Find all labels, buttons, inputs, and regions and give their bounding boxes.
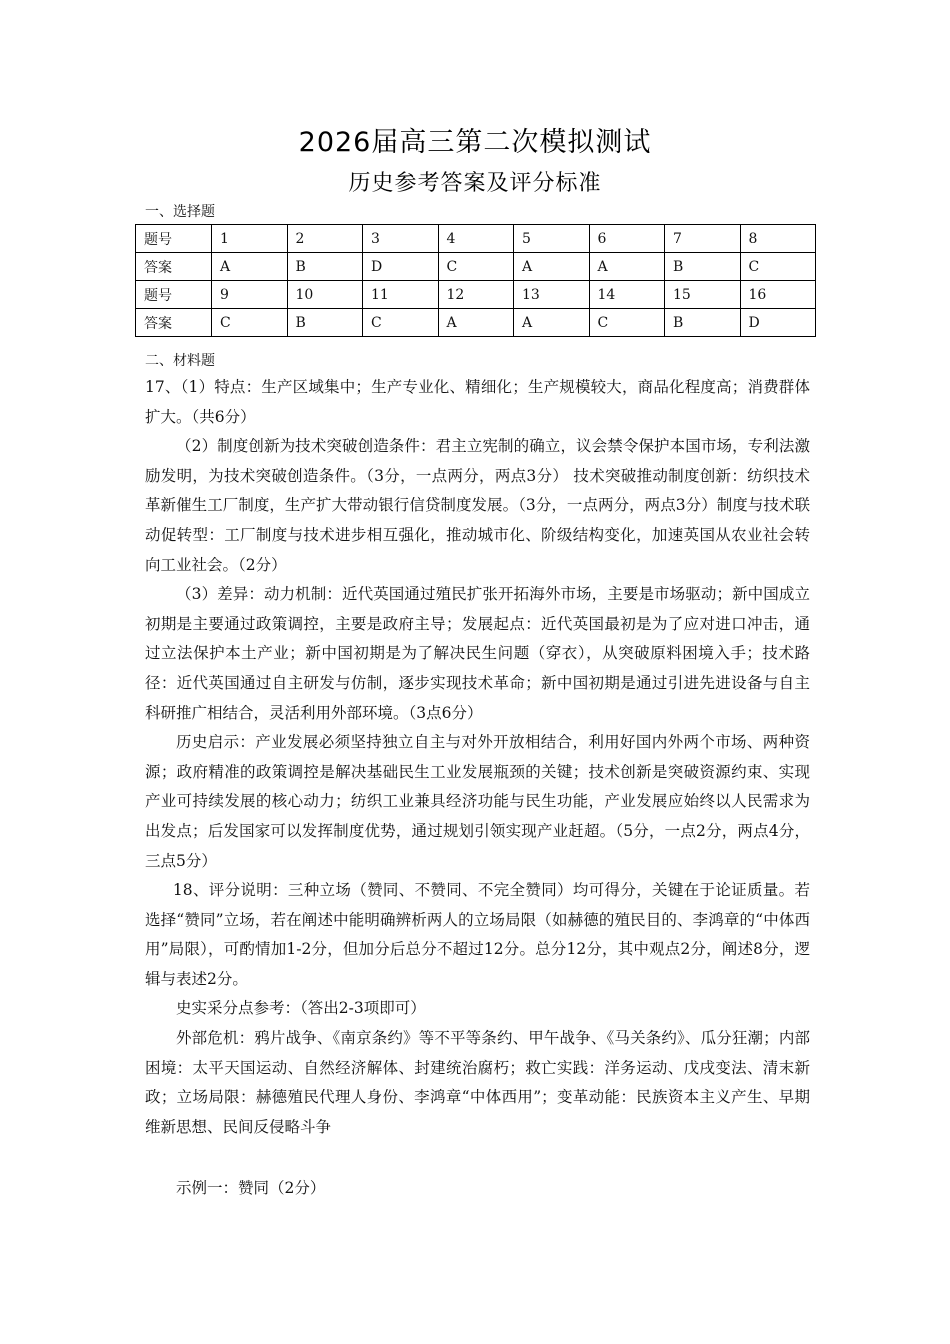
table-cell: C <box>589 309 665 337</box>
document-subtitle: 历史参考答案及评分标准 <box>348 171 602 196</box>
answer-table <box>135 224 816 337</box>
table-cell: 14 <box>589 281 665 309</box>
table-cell: 10 <box>287 281 363 309</box>
table-cell: 13 <box>514 281 590 309</box>
table-cell: C <box>438 253 514 281</box>
table-cell: C <box>212 309 288 337</box>
q17-part2: （2）制度创新为技术突破创造条件：君主立宪制的确立，议会禁令保护本国市场，专利法激励发明，为技术突破创造条件。（3分，一点两分，两点3分） 技术突破推动制度创新：纺织技术革新催生工厂制度，生产扩大带动银行信贷制度发展。（3分，一点两分，两点3分）制度与技术联动促转型：工厂制度与技术进步相互强化，推动城市化、阶级结构变化，加速英国从农业社会转向工业社会。（2分） <box>145 437 810 574</box>
table-cell: 3 <box>363 225 439 253</box>
document-title: 2026届高三第二次模拟测试 <box>298 127 652 158</box>
table-cell: A <box>438 309 514 337</box>
q18-reference-points: 外部危机：鸦片战争、《南京条约》等不平等条约、甲午战争、《马关条约》、瓜分狂潮；内部困境：太平天国运动、自然经济解体、封建统治腐朽；救亡实践：洋务运动、戊戌变法、清末新政；立场局限：赫德殖民代理人身份、李鸿章“中体西用”；变革动能：民族资本主义产生、早期维新思想、民间反侵略斗争 <box>145 1029 810 1136</box>
table-row <box>136 253 816 281</box>
row-label: 答案 <box>136 253 212 281</box>
q17-part3: （3）差异：动力机制：近代英国通过殖民扩张开拓海外市场，主要是市场驱动；新中国成立初期是主要通过政策调控，主要是政府主导；发展起点：近代英国最初是为了应对进口冲击，通过立法保护本土产业；新中国初期是为了解决民生问题（穿衣），从突破原料困境入手；技术路径：近代英国通过自主研发与仿制，逐步实现技术革命；新中国初期是通过引进先进设备与自主科研推广相结合，灵活利用外部环境。（3点6分） <box>145 585 810 722</box>
table-cell: B <box>287 253 363 281</box>
q18-scoring-note: 18、评分说明：三种立场（赞同、不赞同、不完全赞同）均可得分，关键在于论证质量。若选择“赞同”立场，若在阐述中能明确辨析两人的立场局限（如赫德的殖民目的、李鸿章的“中体西用”局限），可酌情加1-2分，但加分后总分不超过12分。总分12分，其中观点2分，阐述8分，逻辑与表述2分。 <box>145 881 810 988</box>
table-cell: A <box>589 253 665 281</box>
table-cell: A <box>514 253 590 281</box>
table-cell: 16 <box>740 281 816 309</box>
table-cell: 5 <box>514 225 590 253</box>
table-cell: D <box>363 253 439 281</box>
table-cell: C <box>363 309 439 337</box>
table-cell: 1 <box>212 225 288 253</box>
table-cell: 9 <box>212 281 288 309</box>
section-heading-material: 二、材料题 <box>145 353 215 369</box>
table-cell: B <box>665 309 741 337</box>
table-cell: C <box>740 253 816 281</box>
table-row <box>136 309 816 337</box>
q17-insight: 历史启示：产业发展必须坚持独立自主与对外开放相结合，利用好国内外两个市场、两种资源；政府精准的政策调控是解决基础民生工业发展瓶颈的关键；技术创新是突破资源约束、实现产业可持续发展的核心动力；纺织工业兼具经济功能与民生功能，产业发展应始终以人民需求为出发点；后发国家可以发挥制度优势，通过规划引领实现产业赶超。（5分，一点2分，两点4分，三点5分） <box>145 733 810 870</box>
table-cell: 11 <box>363 281 439 309</box>
table-cell: 15 <box>665 281 741 309</box>
table-cell: 12 <box>438 281 514 309</box>
example-section <box>145 1174 810 1204</box>
table-cell: 6 <box>589 225 665 253</box>
table-cell: D <box>740 309 816 337</box>
q18-reference-heading: 史实采分点参考：（答出2-3项即可） <box>176 999 426 1018</box>
section-heading-choice: 一、选择题 <box>145 204 215 220</box>
row-label: 题号 <box>136 225 212 253</box>
example-one-heading: 示例一：赞同（2分） <box>176 1179 326 1197</box>
table-cell: A <box>212 253 288 281</box>
table-row <box>136 225 816 253</box>
row-label: 题号 <box>136 281 212 309</box>
table-cell: 2 <box>287 225 363 253</box>
table-cell: 7 <box>665 225 741 253</box>
table-cell: B <box>665 253 741 281</box>
row-label: 答案 <box>136 309 212 337</box>
q17-part1: 17、（1）特点：生产区域集中；生产专业化、精细化；生产规模较大，商品化程度高；消费群体扩大。（共6分） <box>145 378 810 426</box>
table-cell: A <box>514 309 590 337</box>
table-cell: B <box>287 309 363 337</box>
table-cell: 4 <box>438 225 514 253</box>
table-row <box>136 281 816 309</box>
table-cell: 8 <box>740 225 816 253</box>
material-answers <box>145 373 810 1142</box>
